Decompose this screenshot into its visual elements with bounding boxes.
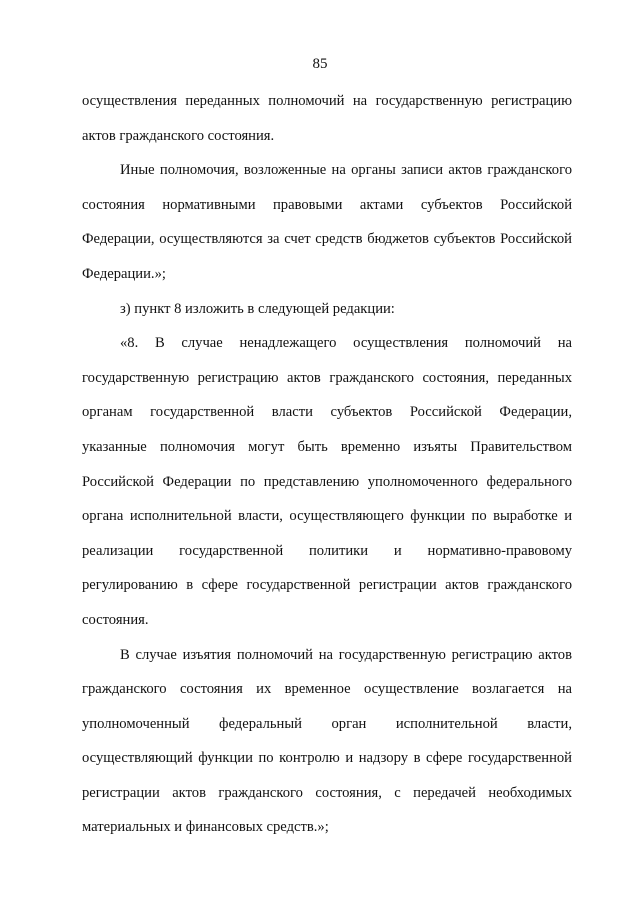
paragraph-4-line-8: регулированию в сфере государственной регистрации актов гражданского [82,577,572,594]
paragraph-3-line-1: з) пункт 8 изложить в следующей редакции: [120,300,395,317]
paragraph-4-line-2: государственную регистрацию актов гражданского состояния, переданных [82,369,572,386]
paragraph-2-line-1: Иные полномочия, возложенные на органы записи актов гражданского [120,162,572,179]
document-body [82,84,572,845]
paragraph-4-line-9: состояния. [82,611,149,628]
paragraph-5-line-6: материальных и финансовых средств.»; [82,819,329,836]
paragraph-4-line-5: Российской Федерации по представлению уполномоченного федерального [82,473,572,490]
paragraph-4-line-4: указанные полномочия могут быть временно изъяты Правительством [82,438,572,455]
paragraph-5-line-3: уполномоченный федеральный орган исполнительной власти, [82,715,572,732]
paragraph-5-line-4: осуществляющий функции по контролю и надзору в сфере государственной [82,750,572,767]
paragraph-2-line-2: состояния нормативными правовыми актами субъектов Российской [82,196,572,213]
paragraph-1-line-1: осуществления переданных полномочий на государственную регистрацию [82,93,572,109]
page-number: 85 [312,56,328,72]
paragraph-5-line-2: гражданского состояния их временное осуществление возлагается на [82,681,572,698]
paragraph-4-line-3: органам государственной власти субъектов Российской Федерации, [82,404,572,421]
paragraph-4-line-6: органа исполнительной власти, осуществляющего функции по выработке и [82,508,572,525]
paragraph-1-line-2: актов гражданского состояния. [82,127,275,144]
paragraph-2-line-3: Федерации, осуществляются за счет средств бюджетов субъектов Российской [82,231,572,248]
paragraph-4-line-7: реализации государственной политики и нормативно-правовому [82,542,572,559]
paragraph-5-line-1: В случае изъятия полномочий на государственную регистрацию актов [120,646,572,663]
paragraph-4-line-1: «8. В случае ненадлежащего осуществления полномочий на [120,335,572,352]
paragraph-5-line-5: регистрации актов гражданского состояния, с передачей необходимых [82,784,572,801]
paragraph-2-line-4: Федерации.»; [82,265,166,282]
